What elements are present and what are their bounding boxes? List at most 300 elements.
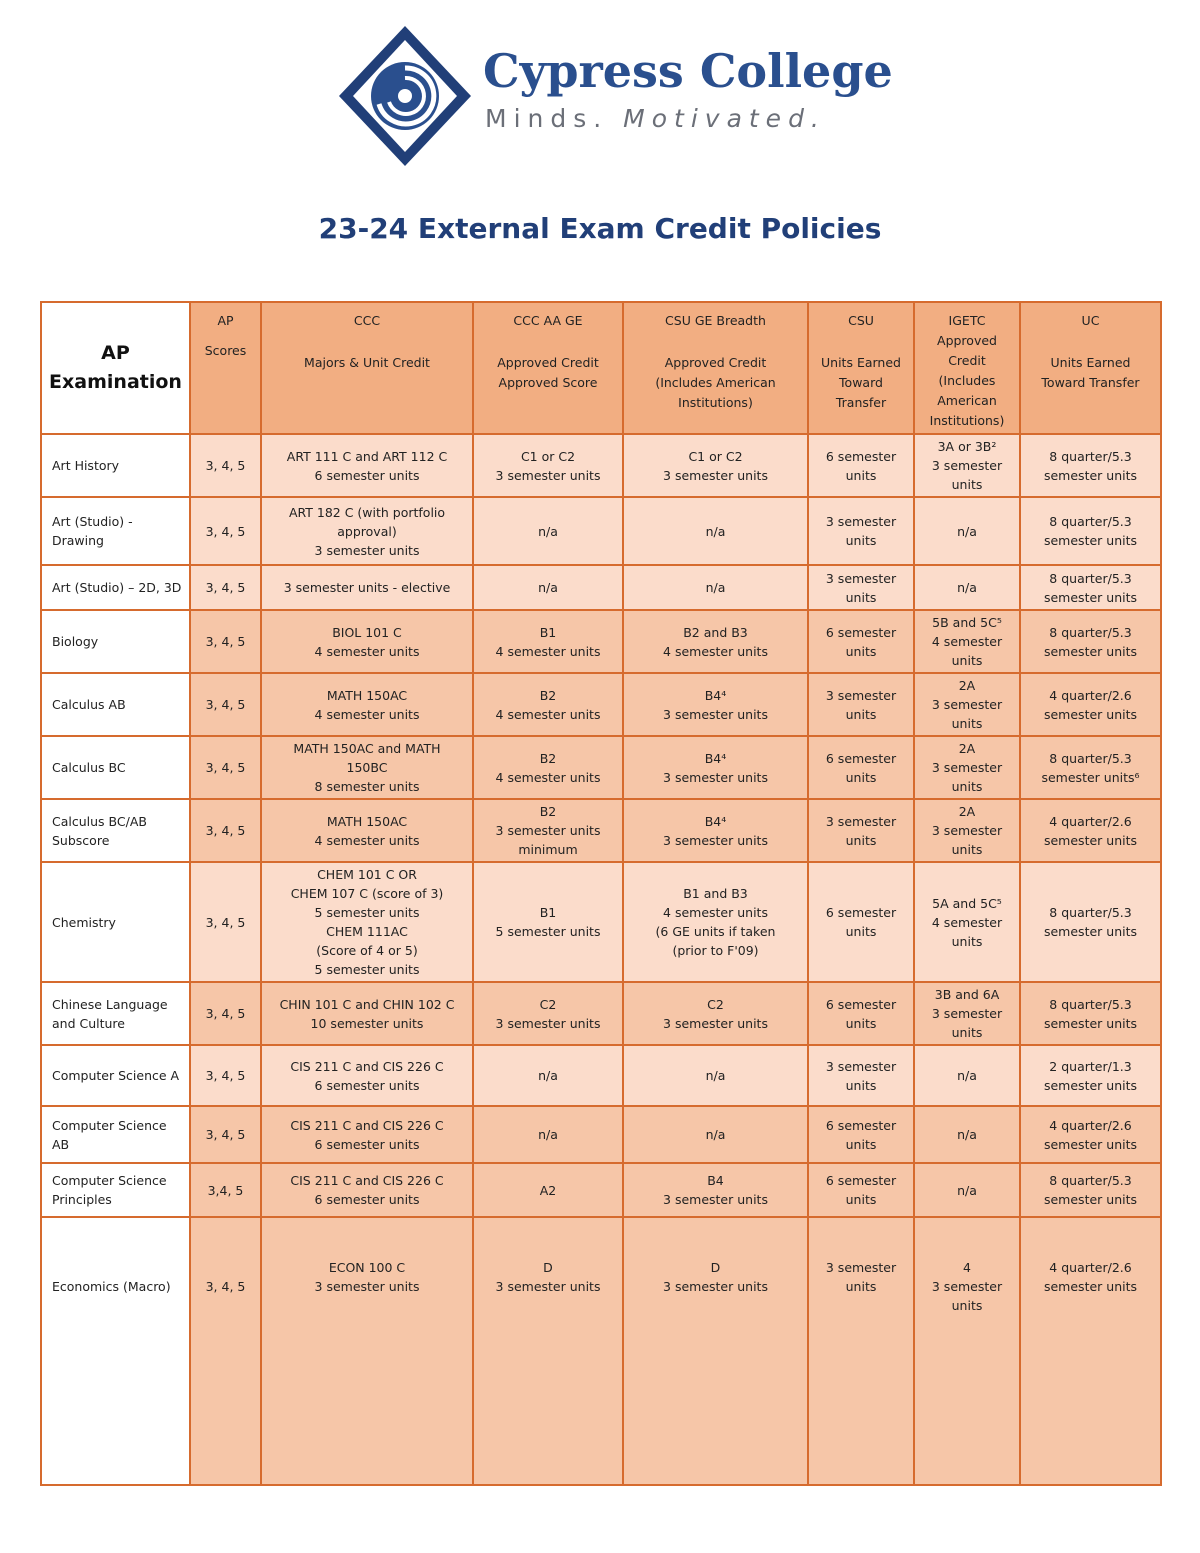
- table-row: [41, 1217, 1161, 1485]
- ccc-aa-ge-cell: [473, 610, 623, 673]
- ccc-aa-ge-cell: [473, 434, 623, 497]
- ccc-aa-ge-cell: [473, 497, 623, 565]
- uc-units-cell: [1020, 497, 1161, 565]
- table-row: [41, 1045, 1161, 1106]
- cell-line: D: [543, 1260, 553, 1275]
- header-line: Institutions): [929, 413, 1005, 428]
- uc-units-cell: [1020, 434, 1161, 497]
- ccc-aa-ge-cell: [473, 1163, 623, 1217]
- cell-line: 4 quarter/2.6: [1049, 1117, 1132, 1133]
- csu-units-cell: [808, 497, 914, 565]
- csu-ge-cell: [623, 982, 808, 1045]
- csu-ge-cell: [623, 1217, 808, 1485]
- csu-ge-cell: [623, 497, 808, 565]
- exam-name-cell: Art History: [41, 434, 190, 497]
- igetc-cell: [914, 1045, 1020, 1106]
- cell-line: semester units: [1043, 1077, 1138, 1093]
- igetc-cell: [914, 1217, 1020, 1485]
- ccc-credit-cell: [261, 799, 473, 862]
- exam-name-cell: Chinese Language and Culture: [41, 982, 190, 1045]
- uc-units-cell: [1020, 1045, 1161, 1106]
- csu-units-cell: [808, 1163, 914, 1217]
- cell-line: CIS 211 C and CIS 226 C: [290, 1058, 444, 1074]
- cell-line: 3 semester: [825, 1058, 897, 1074]
- header-line: Approved Credit: [497, 355, 599, 370]
- cell-line: B2: [539, 687, 557, 703]
- header-line: UC: [1081, 313, 1100, 328]
- cell-line: 3 semester units: [663, 467, 768, 483]
- cell-line: 5 semester units: [314, 962, 420, 977]
- exam-name-cell: Computer Science AB: [41, 1106, 190, 1163]
- cell-line: units: [845, 1077, 877, 1093]
- igetc-cell: [914, 497, 1020, 565]
- cell-line: B1: [539, 905, 557, 920]
- cell-line: CHEM 111AC: [326, 924, 408, 939]
- cell-line: 8 quarter/5.3: [1049, 570, 1132, 586]
- cell-line: 8 quarter/5.3: [1049, 750, 1132, 766]
- igetc-cell: [914, 862, 1020, 982]
- header-line: CSU GE Breadth: [665, 313, 766, 328]
- csu-units-cell: [808, 736, 914, 799]
- cell-line: 5 semester units: [314, 905, 420, 920]
- page-title: 23-24 External Exam Credit Policies: [318, 212, 882, 245]
- cell-line: n/a: [705, 1068, 726, 1083]
- cell-line: 3 semester: [931, 697, 1003, 712]
- ccc-aa-ge-cell: [473, 736, 623, 799]
- cell-line: units: [951, 779, 983, 794]
- ap-scores-header: [190, 302, 261, 434]
- cell-line: 8 quarter/5.3: [1049, 905, 1132, 920]
- ccc-credit-cell: [261, 1106, 473, 1163]
- csu-units-cell: [808, 565, 914, 610]
- uc-units-cell: [1020, 982, 1161, 1045]
- uc-units-cell: [1020, 610, 1161, 673]
- cell-line: units: [951, 842, 983, 857]
- cell-line: units: [845, 924, 877, 939]
- header-row: [41, 302, 1161, 434]
- cell-line: units: [845, 1192, 877, 1207]
- cell-line: semester units: [1043, 924, 1138, 939]
- cell-line: 3 semester units: [314, 542, 420, 558]
- csu-ge-cell: [623, 799, 808, 862]
- table-row: [41, 565, 1161, 610]
- header-gap: [1025, 331, 1156, 353]
- cell-line: 3 semester: [825, 514, 897, 529]
- header-gap: [195, 331, 256, 341]
- cell-line: A2: [539, 1182, 557, 1198]
- cell-line: n/a: [957, 1127, 977, 1142]
- ccc-aa-ge-cell: [473, 1217, 623, 1485]
- cell-line: CIS 211 C and CIS 226 C: [290, 1117, 444, 1133]
- exam-name-cell: Computer Science A: [41, 1045, 190, 1106]
- exam-name-cell: Economics (Macro): [41, 1217, 190, 1485]
- scores-cell: 3, 4, 5: [190, 982, 261, 1045]
- cell-line: 3 semester: [931, 760, 1003, 775]
- brand-tagline: [485, 104, 826, 133]
- csu-units-cell: [808, 610, 914, 673]
- ccc-aa-ge-cell: [473, 862, 623, 982]
- cell-line: units: [951, 933, 983, 949]
- csu-units-cell: [808, 982, 914, 1045]
- header-line: (Includes American: [655, 375, 776, 390]
- scores-cell: 3, 4, 5: [190, 565, 261, 610]
- cell-line: 3 semester: [825, 687, 897, 703]
- tagline-word-2: Motivated.: [623, 104, 826, 133]
- cell-line: CHEM 107 C (score of 3): [290, 886, 444, 901]
- header-line: (Includes: [938, 373, 996, 388]
- header-gap: [478, 331, 618, 353]
- igetc-header: [914, 302, 1020, 434]
- cell-line: 4: [963, 1260, 971, 1275]
- cell-line: semester units: [1043, 589, 1138, 605]
- header-line: Units Earned: [1050, 355, 1131, 370]
- ccc-aa-ge-cell: [473, 799, 623, 862]
- header-line: Toward: [839, 375, 883, 390]
- cell-line: semester units: [1043, 533, 1138, 548]
- cell-line: 3 semester units: [663, 1279, 768, 1294]
- header-line: Toward Transfer: [1041, 375, 1140, 390]
- cell-line: units: [845, 1015, 877, 1031]
- igetc-cell: [914, 982, 1020, 1045]
- igetc-cell: [914, 434, 1020, 497]
- uc-units-cell: [1020, 862, 1161, 982]
- scores-cell: 3, 4, 5: [190, 1106, 261, 1163]
- cell-line: 4 semester units: [314, 643, 420, 659]
- header-gap: [628, 331, 803, 353]
- scores-cell: 3, 4, 5: [190, 1217, 261, 1485]
- table-row: [41, 610, 1161, 673]
- exam-name-cell: Calculus AB: [41, 673, 190, 736]
- cell-line: 4 quarter/2.6: [1049, 813, 1132, 829]
- header-line: IGETC: [948, 313, 986, 328]
- cell-line: 8 quarter/5.3: [1049, 448, 1132, 464]
- cell-line: 2 quarter/1.3: [1049, 1058, 1132, 1074]
- cell-line: 5A and 5C⁵: [932, 895, 1002, 911]
- cell-line: 4 semester: [931, 914, 1003, 930]
- igetc-cell: [914, 1163, 1020, 1217]
- scores-cell: 3, 4, 5: [190, 862, 261, 982]
- csu-header: [808, 302, 914, 434]
- cell-line: 2A: [958, 741, 976, 756]
- cell-line: 2A: [958, 678, 976, 693]
- cell-line: 3 semester units: [495, 1279, 601, 1294]
- cell-line: minimum: [518, 842, 578, 857]
- cell-line: (prior to F'09): [672, 943, 759, 958]
- cell-line: n/a: [705, 1127, 726, 1142]
- cell-line: 4 semester units: [495, 643, 601, 659]
- cell-line: 6 semester: [825, 750, 897, 766]
- csu-ge-cell: [623, 434, 808, 497]
- cell-line: units: [845, 643, 877, 659]
- ccc-aa-ge-cell: [473, 565, 623, 610]
- uc-units-cell: [1020, 736, 1161, 799]
- cell-line: units: [845, 769, 877, 785]
- cell-line: 3 semester units: [495, 467, 601, 483]
- cell-line: n/a: [538, 523, 558, 539]
- cell-line: 6 semester units: [314, 1192, 420, 1207]
- tagline-word-1: Minds.: [485, 104, 609, 133]
- cell-line: C1 or C2: [520, 448, 576, 464]
- csu-ge-cell: [623, 1045, 808, 1106]
- cell-line: 8 quarter/5.3: [1049, 996, 1132, 1012]
- cell-line: n/a: [705, 580, 726, 595]
- cell-line: units: [845, 706, 877, 722]
- cell-line: semester units: [1043, 643, 1138, 659]
- cell-line: 3A or 3B²: [937, 439, 997, 454]
- table-row: [41, 434, 1161, 497]
- exam-credit-table: [40, 301, 1162, 1486]
- ccc-credit-cell: [261, 862, 473, 982]
- header-line: Approved: [937, 333, 997, 348]
- cell-line: B2 and B3: [683, 624, 748, 640]
- csu-ge-cell: [623, 1106, 808, 1163]
- cell-line: 6 semester: [825, 624, 897, 640]
- scores-cell: 3, 4, 5: [190, 610, 261, 673]
- ccc-credit-cell: [261, 434, 473, 497]
- cell-line: CHIN 101 C and CHIN 102 C: [279, 996, 455, 1012]
- cell-line: units: [951, 477, 983, 492]
- cell-line: 4 semester units: [314, 832, 420, 848]
- cell-line: approval): [337, 523, 397, 539]
- cell-line: CIS 211 C and CIS 226 C: [290, 1173, 444, 1188]
- exam-name-cell: Biology: [41, 610, 190, 673]
- header-line: Scores: [204, 343, 247, 358]
- cell-line: units: [951, 716, 983, 731]
- table-row: [41, 862, 1161, 982]
- cell-line: n/a: [957, 523, 977, 539]
- exam-name-cell: Calculus BC: [41, 736, 190, 799]
- cell-line: units: [951, 1298, 983, 1313]
- csu-units-cell: [808, 1217, 914, 1485]
- uc-units-cell: [1020, 565, 1161, 610]
- cell-line: 3 semester units: [663, 832, 768, 848]
- csu-units-cell: [808, 862, 914, 982]
- scores-cell: 3, 4, 5: [190, 497, 261, 565]
- cell-line: 3 semester: [931, 1279, 1003, 1294]
- cell-line: n/a: [705, 523, 726, 539]
- csu-units-cell: [808, 799, 914, 862]
- ccc-aa-ge-cell: [473, 1106, 623, 1163]
- cell-line: B2: [539, 750, 557, 766]
- cell-line: B2: [539, 804, 557, 819]
- csu-ge-cell: [623, 565, 808, 610]
- cell-line: MATH 150AC and MATH: [293, 741, 441, 756]
- cell-line: B4: [707, 1173, 724, 1188]
- diamond-swirl-icon: [335, 22, 475, 170]
- cell-line: n/a: [538, 1068, 558, 1083]
- cell-line: 6 semester: [825, 905, 897, 920]
- table-row: [41, 1106, 1161, 1163]
- cell-line: units: [951, 653, 983, 668]
- cell-line: B1 and B3: [683, 886, 748, 901]
- header-line: CCC AA GE: [513, 313, 583, 328]
- cell-line: 6 semester: [825, 1173, 897, 1188]
- ccc-credit-cell: [261, 1163, 473, 1217]
- cell-line: 3 semester units: [663, 706, 768, 722]
- cell-line: 4 semester units: [495, 706, 601, 722]
- cell-line: 8 quarter/5.3: [1049, 1173, 1132, 1188]
- cell-line: semester units: [1043, 1192, 1138, 1207]
- header-line: Units Earned: [821, 355, 901, 370]
- cell-line: 3 semester units: [495, 1015, 601, 1031]
- cell-line: n/a: [957, 1182, 977, 1198]
- cell-line: 6 semester units: [314, 467, 420, 483]
- ccc-aa-ge-cell: [473, 1045, 623, 1106]
- header-line: CCC: [353, 313, 381, 328]
- scores-cell: 3, 4, 5: [190, 434, 261, 497]
- ccc-aa-ge-cell: [473, 982, 623, 1045]
- igetc-cell: [914, 799, 1020, 862]
- exam-name-cell: Computer Science Principles: [41, 1163, 190, 1217]
- uc-units-cell: [1020, 1106, 1161, 1163]
- cell-line: 150BC: [346, 760, 388, 775]
- cell-line: C1 or C2: [688, 448, 743, 464]
- igetc-cell: [914, 736, 1020, 799]
- uc-units-cell: [1020, 1217, 1161, 1485]
- exam-name-cell: Art (Studio) – 2D, 3D: [41, 565, 190, 610]
- table-row: [41, 673, 1161, 736]
- cell-line: 8 quarter/5.3: [1049, 514, 1132, 529]
- cell-line: 6 semester units: [314, 1136, 420, 1152]
- igetc-cell: [914, 565, 1020, 610]
- igetc-cell: [914, 673, 1020, 736]
- csu-units-cell: [808, 1045, 914, 1106]
- cell-line: 3 semester units: [663, 1015, 768, 1031]
- cell-line: 3B and 6A: [934, 987, 1000, 1002]
- cell-line: units: [845, 533, 877, 548]
- ccc-credit-cell: [261, 565, 473, 610]
- cell-line: n/a: [538, 1127, 558, 1142]
- ccc-credit-cell: [261, 610, 473, 673]
- cell-line: 3 semester: [931, 1006, 1003, 1021]
- college-logo: [335, 22, 893, 170]
- cell-line: 3 semester units: [314, 1279, 420, 1294]
- cell-line: units: [845, 467, 877, 483]
- cell-line: B4⁴: [704, 687, 727, 703]
- cell-line: 3 semester: [825, 813, 897, 829]
- cell-line: 3 semester: [931, 823, 1003, 838]
- cell-line: 6 semester: [825, 448, 897, 464]
- ccc-credit-cell: [261, 982, 473, 1045]
- uc-units-cell: [1020, 1163, 1161, 1217]
- uc-header: [1020, 302, 1161, 434]
- cell-line: 5B and 5C⁵: [932, 615, 1002, 630]
- csu-ge-cell: [623, 1163, 808, 1217]
- csu-ge-cell: [623, 862, 808, 982]
- table-row: [41, 1163, 1161, 1217]
- cell-line: 8 quarter/5.3: [1049, 624, 1132, 640]
- cell-line: 4 semester units: [495, 769, 601, 785]
- cell-line: semester units: [1043, 467, 1138, 483]
- cell-line: units: [845, 589, 877, 605]
- ccc-header: [261, 302, 473, 434]
- uc-units-cell: [1020, 673, 1161, 736]
- ccc-aa-ge-header: [473, 302, 623, 434]
- header-gap: [266, 331, 468, 353]
- cell-line: 6 semester: [825, 1117, 897, 1133]
- header-line: AP: [217, 313, 234, 328]
- cell-line: 6 semester: [825, 996, 897, 1012]
- cell-line: 8 semester units: [314, 779, 420, 794]
- ccc-credit-cell: [261, 497, 473, 565]
- igetc-cell: [914, 610, 1020, 673]
- cell-line: CHEM 101 C OR: [317, 867, 417, 882]
- ccc-credit-cell: [261, 673, 473, 736]
- cell-line: 3 semester units: [663, 769, 768, 785]
- header-line: Approved Credit: [664, 355, 767, 370]
- cell-line: 3 semester: [931, 458, 1003, 473]
- cell-line: B1: [539, 624, 557, 640]
- csu-units-cell: [808, 673, 914, 736]
- cell-line: B4⁴: [704, 813, 727, 829]
- cell-line: units: [951, 1025, 983, 1040]
- cell-line: 3 semester units: [663, 1192, 768, 1207]
- cell-line: MATH 150AC: [326, 687, 408, 703]
- cell-line: B4⁴: [704, 750, 727, 766]
- scores-cell: 3,4, 5: [190, 1163, 261, 1217]
- cell-line: units: [845, 1279, 877, 1294]
- csu-units-cell: [808, 434, 914, 497]
- cell-line: 6 semester units: [314, 1077, 420, 1093]
- cell-line: semester units: [1043, 1279, 1138, 1294]
- cell-line: ART 111 C and ART 112 C: [286, 448, 448, 464]
- scores-cell: 3, 4, 5: [190, 736, 261, 799]
- cell-line: MATH 150AC: [326, 813, 408, 829]
- header-line: Transfer: [835, 395, 887, 410]
- cell-line: semester units: [1043, 1136, 1138, 1152]
- cell-line: 3 semester: [825, 1260, 897, 1275]
- cell-line: n/a: [957, 580, 977, 595]
- table-row: [41, 982, 1161, 1045]
- cell-line: 4 semester units: [314, 706, 420, 722]
- ccc-credit-cell: [261, 736, 473, 799]
- exam-name-cell: Calculus BC/AB Subscore: [41, 799, 190, 862]
- cell-line: units: [845, 832, 877, 848]
- cell-line: 4 semester units: [663, 643, 768, 659]
- ap-examination-header: AP Examination: [41, 302, 190, 434]
- ccc-credit-cell: [261, 1045, 473, 1106]
- cell-line: (6 GE units if taken: [655, 924, 776, 939]
- cell-line: (Score of 4 or 5): [316, 943, 418, 958]
- cell-line: semester units: [1043, 706, 1138, 722]
- scores-cell: 3, 4, 5: [190, 799, 261, 862]
- scores-cell: 3, 4, 5: [190, 673, 261, 736]
- table-row: [41, 736, 1161, 799]
- cell-line: 10 semester units: [310, 1015, 424, 1031]
- exam-name-cell: Art (Studio) - Drawing: [41, 497, 190, 565]
- csu-units-cell: [808, 1106, 914, 1163]
- header-line: Institutions): [678, 395, 753, 410]
- header-line: Approved Score: [498, 375, 598, 390]
- cell-line: ART 182 C (with portfolio: [288, 504, 446, 520]
- cell-line: BIOL 101 C: [332, 624, 402, 640]
- uc-units-cell: [1020, 799, 1161, 862]
- header-line: American: [937, 393, 997, 408]
- cell-line: 4 semester units: [663, 905, 768, 920]
- table-row: [41, 799, 1161, 862]
- ccc-aa-ge-cell: [473, 673, 623, 736]
- cell-line: semester units: [1043, 1015, 1138, 1031]
- cell-line: semester units⁶: [1041, 769, 1140, 785]
- header-line: Majors & Unit Credit: [304, 355, 430, 370]
- csu-ge-cell: [623, 673, 808, 736]
- cell-line: C2: [707, 996, 724, 1012]
- header-gap: [813, 331, 909, 353]
- cell-line: n/a: [957, 1068, 977, 1083]
- cell-line: 2A: [958, 804, 976, 819]
- exam-name-cell: Chemistry: [41, 862, 190, 982]
- cell-line: 5 semester units: [495, 924, 601, 939]
